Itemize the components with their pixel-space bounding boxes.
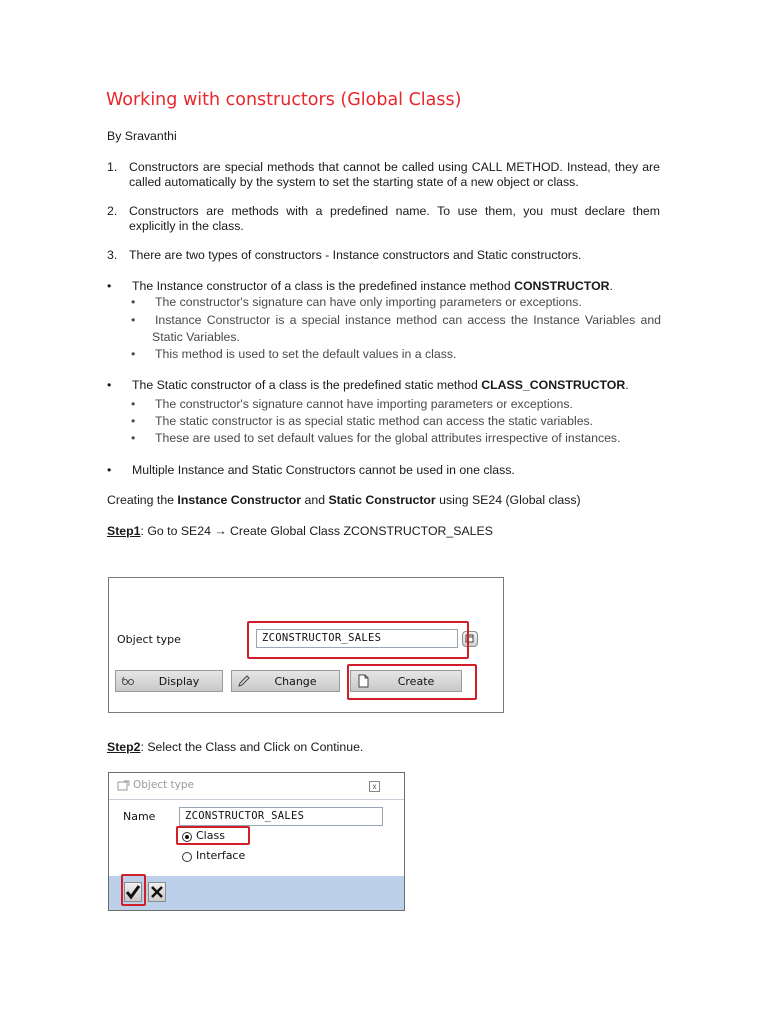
name-label: Name [123,810,156,823]
author-line: By Sravanthi [107,129,177,143]
bullet-text-main: The Instance constructor of a class is the predefined instance method [132,279,515,293]
item-text: Constructors are special methods that cannot be called using CALL METHOD. Instead, they are [129,160,660,174]
sub-bullet-icon: • [131,347,136,361]
close-icon[interactable]: x [369,781,380,792]
sub-bullet-text: The static constructor is as special static method can access the static variables. [155,414,594,428]
se24-screenshot [108,577,504,713]
item-text-continued: explicitly in the class. [129,219,244,233]
step2-line [107,740,363,755]
page-title: Working with constructors (Global Class) [106,90,462,110]
item-number: 1. [107,160,118,174]
sub-bullet-icon: • [131,397,136,411]
item-text: There are two types of constructors - Instance constructors and Static constructors. [129,248,582,262]
display-label: Display [158,675,200,688]
dialog-footer [109,876,404,910]
step1-text: : Go to SE24 → Create Global Class ZCONSTRUCTOR_SALES [140,524,493,538]
bullet-text [132,279,613,294]
item-text-continued: called automatically by the system to set the starting state of a new object or class. [129,175,579,189]
highlight-box-create [347,664,477,700]
cancel-button[interactable] [148,882,166,902]
highlight-box-continue [121,874,146,906]
sub-bullet-icon: • [131,313,136,327]
bullet-icon: • [107,279,112,293]
class-option-label[interactable]: Class [196,829,225,842]
display-glasses-icon [121,674,135,688]
step1-line [107,524,493,539]
bullet-text-end: . [625,378,629,392]
change-button[interactable] [231,670,340,692]
bullet-icon: • [107,463,112,477]
object-type-input[interactable]: ZCONSTRUCTOR_SALES [256,629,458,648]
sub-bullet-text: The constructor's signature can have only importing parameters or exceptions. [155,295,582,309]
bullet-text-main: The Static constructor of a class is the predefined static method [132,378,482,392]
object-type-label: Object type [117,633,181,646]
step2-text: : Select the Class and Click on Continue. [140,740,364,754]
bullet-keyword: CLASS_CONSTRUCTOR [481,378,626,392]
dialog-window-icon [117,780,130,792]
sub-bullet-text-continued: Static Variables. [152,330,240,344]
highlight-box-class [176,826,250,845]
bullet-text [132,378,629,393]
bullet-icon: • [107,378,112,392]
creating-bold: Instance Constructor [177,493,302,507]
item-number: 2. [107,204,118,218]
display-button[interactable] [115,670,223,692]
object-type-dialog [108,772,405,911]
interface-option-label[interactable]: Interface [196,849,246,862]
dialog-title: Object type [133,779,194,791]
sub-bullet-text: These are used to set default values for the global attributes irrespective of instances. [155,431,621,445]
sub-bullet-text: The constructor's signature cannot have importing parameters or exceptions. [155,397,573,411]
creating-line [107,493,581,508]
create-label: Create [397,675,435,688]
sub-bullet-icon: • [131,431,136,445]
item-text: Constructors are methods with a predefined name. To use them, you must declare them [129,204,660,218]
pencil-icon [237,674,251,688]
change-label: Change [274,675,317,688]
sub-bullet-text: Instance Constructor is a special instance method can access the Instance Variables and [155,313,661,327]
name-input[interactable]: ZCONSTRUCTOR_SALES [179,807,383,826]
item-number: 3. [107,248,118,262]
step1-label: Step1 [107,524,141,538]
creating-text: Creating the [107,493,178,507]
creating-text: and [301,493,329,507]
sub-bullet-text: This method is used to set the default values in a class. [155,347,457,361]
interface-radio[interactable] [182,852,192,862]
bullet-text-end: . [609,279,613,293]
step2-label: Step2 [107,740,141,754]
bullet-multiple-text: Multiple Instance and Static Constructors cannot be used in one class. [132,463,515,477]
creating-bold: Static Constructor [328,493,436,507]
bullet-keyword: CONSTRUCTOR [514,279,610,293]
sub-bullet-icon: • [131,414,136,428]
cancel-x-icon [149,883,165,901]
dialog-titlebar [109,773,404,800]
sub-bullet-icon: • [131,295,136,309]
highlight-box-object-type [247,621,469,659]
creating-text: using SE24 (Global class) [435,493,581,507]
